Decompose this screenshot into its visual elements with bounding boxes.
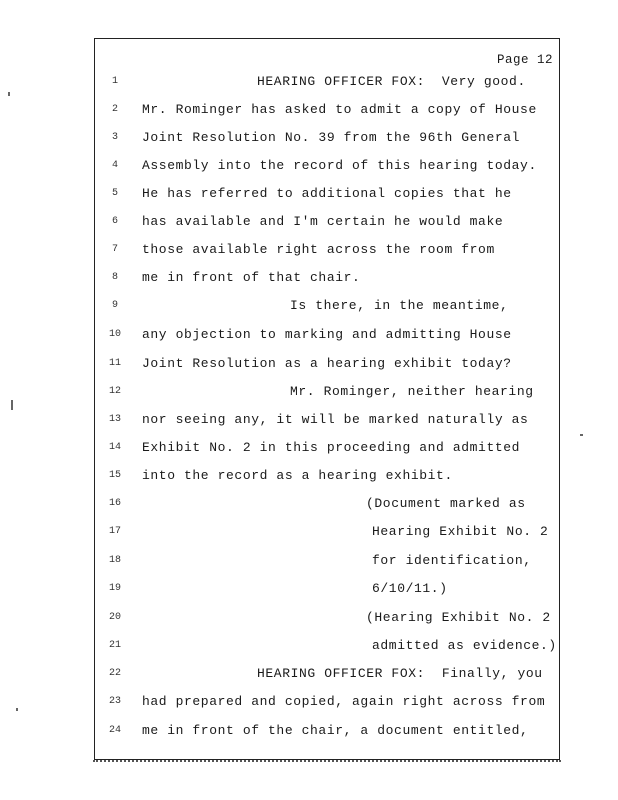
transcript-line: Assembly into the record of this hearing today. <box>142 158 537 173</box>
transcript-line: HEARING OFFICER FOX: Finally, you <box>257 666 543 681</box>
line-number: 4 <box>111 160 118 171</box>
transcript-line: Mr. Rominger, neither hearing <box>290 384 534 399</box>
transcript-line: those available right across the room from <box>142 242 495 257</box>
line-number: 8 <box>111 272 118 283</box>
transcript-line: any objection to marking and admitting House <box>142 327 512 342</box>
line-number: 1 <box>111 76 118 87</box>
transcript-line: for identification, <box>372 553 532 568</box>
scan-speck <box>16 708 18 711</box>
line-number: 10 <box>108 329 121 340</box>
scan-speck <box>8 92 10 96</box>
transcript-line: admitted as evidence.) <box>372 638 557 653</box>
line-number: 6 <box>111 216 118 227</box>
line-number: 19 <box>108 583 121 594</box>
transcript-line: Is there, in the meantime, <box>290 298 509 313</box>
line-number: 22 <box>108 668 121 679</box>
line-number: 5 <box>111 188 118 199</box>
line-number: 7 <box>111 244 118 255</box>
transcript-line: Joint Resolution as a hearing exhibit today? <box>142 356 512 371</box>
transcript-line: He has referred to additional copies that he <box>142 186 512 201</box>
line-number: 23 <box>108 696 121 707</box>
line-number: 16 <box>108 498 121 509</box>
line-number: 17 <box>108 526 121 537</box>
line-number: 3 <box>111 132 118 143</box>
line-number: 2 <box>111 104 118 115</box>
line-number: 9 <box>111 300 118 311</box>
transcript-line: nor seeing any, it will be marked naturally as <box>142 412 529 427</box>
line-number: 20 <box>108 612 121 623</box>
scan-speck <box>580 434 583 436</box>
line-number: 15 <box>108 470 121 481</box>
transcript-line: Mr. Rominger has asked to admit a copy of House <box>142 102 537 117</box>
transcript-line: Exhibit No. 2 in this proceeding and admitted <box>142 440 521 455</box>
transcript-line: Joint Resolution No. 39 from the 96th General <box>142 130 521 145</box>
transcript-line: HEARING OFFICER FOX: Very good. <box>257 74 526 89</box>
transcript-line: me in front of that chair. <box>142 270 361 285</box>
transcript-line: Hearing Exhibit No. 2 <box>372 524 549 539</box>
scan-speck <box>11 400 13 410</box>
transcript-line: me in front of the chair, a document entitled, <box>142 723 529 738</box>
line-number: 12 <box>108 386 121 397</box>
line-number: 21 <box>108 640 121 651</box>
page-number: Page 12 <box>496 53 553 67</box>
transcript-line: had prepared and copied, again right across from <box>142 694 546 709</box>
line-number: 14 <box>108 442 121 453</box>
transcript-line: into the record as a hearing exhibit. <box>142 468 453 483</box>
transcript-line: has available and I'm certain he would make <box>142 214 504 229</box>
line-number: 24 <box>108 725 121 736</box>
line-number: 18 <box>108 555 121 566</box>
transcript-line: (Document marked as <box>366 496 526 511</box>
line-number: 13 <box>108 414 121 425</box>
transcript-line: 6/10/11.) <box>372 581 448 596</box>
line-number: 11 <box>108 358 121 369</box>
transcript-line: (Hearing Exhibit No. 2 <box>366 610 551 625</box>
